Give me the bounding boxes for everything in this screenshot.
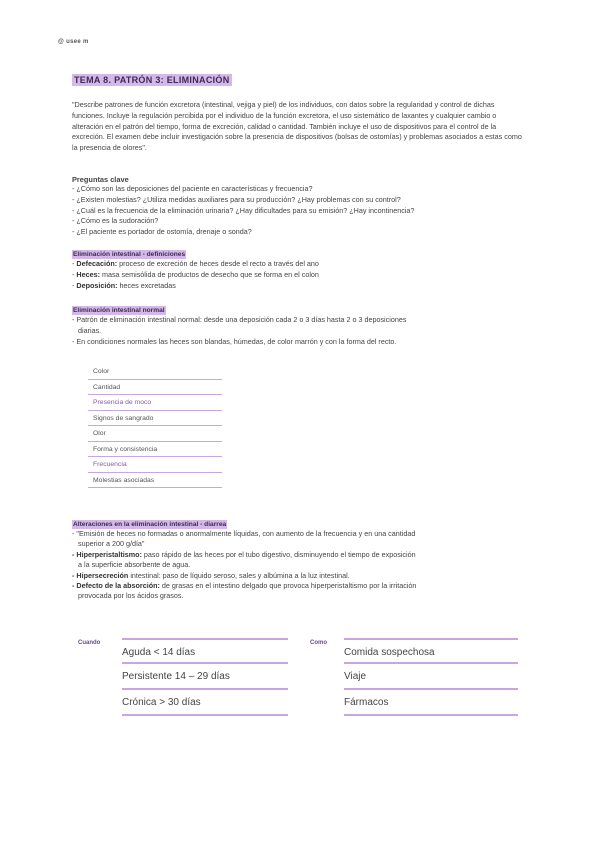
definition: superior a 200 g/día": [78, 539, 145, 549]
term: - Hiperperistaltismo:: [72, 549, 142, 559]
list-item: Forma y consistencia: [88, 442, 222, 458]
term: Defecación:: [76, 259, 118, 268]
term: Deposición:: [76, 280, 118, 290]
list-item: Cantidad: [88, 380, 222, 396]
list-item: diarias.: [78, 325, 102, 335]
term: - Defecto de la absorción:: [72, 581, 160, 591]
list-item: Crónica > 30 días: [122, 690, 288, 716]
list-item: - En condiciones normales las heces son blandas, húmedas, de color marrón y con la forma del recto.: [72, 336, 397, 346]
list-item: Comida sospechosa: [344, 638, 518, 664]
intro-paragraph: "Describe patrones de función excretora (intestinal, vejiga y piel) de los individuos, con datos sobre la regularidad y control de dichas funciones. Incluye la regulación percibida por el individuo de la función excretora, el uso sistemático de laxantes y cualquier cambio o alteración en el patrón del tiempo, forma de excreción, calidad o cantidad. También incluye el uso de dispositivos para el control de la excreción. El examen debe incluir investigación sobre la presencia de dispositivos (bolsas de ostomías) y problemas asociados a estas como la presencia de olores".: [72, 100, 522, 153]
list-item: Frecuencia: [88, 457, 222, 473]
list-item: Signos de sangrado: [88, 411, 222, 427]
definition: masa semisólida de productos de desecho que se forma en el colon: [99, 269, 319, 279]
term: Heces:: [76, 269, 100, 279]
list-item: Fármacos: [344, 690, 518, 716]
duration-list: [122, 638, 288, 716]
definition: intestinal: paso de líquido seroso, sales y albúmina a la luz intestinal.: [128, 570, 350, 580]
list-item: - ¿Cómo son las deposiciones del paciente en características y frecuencia?: [72, 184, 313, 193]
definition: provocada por los ácidos grasos.: [78, 591, 184, 601]
normal-list: [72, 315, 532, 347]
definitions-list: [72, 259, 532, 291]
list-item: - Deposición: heces excretadas: [72, 280, 176, 290]
definition: proceso de excreción de heces desde el recto a través del ano: [117, 259, 319, 268]
list-item: - Heces: masa semisólida de productos de desecho que se forma en el colon: [72, 269, 319, 279]
list-item: Molestias asociadas: [88, 473, 222, 489]
term: - Hipersecreción: [72, 570, 129, 580]
list-item: [72, 560, 532, 570]
list-item: - Patrón de eliminación intestinal normal: desde una deposición cada 2 o 3 días hasta 2 o 3 deposiciones: [72, 315, 407, 324]
section-title-diarrhea: Alteraciones en la eliminación intestinal - diarrea: [73, 521, 227, 528]
definition: de grasas en el intestino delgado que provoca hiperperistaltismo por la irritación: [159, 581, 417, 591]
list-item: Olor: [88, 426, 222, 442]
list-item: [72, 529, 532, 539]
duration-header: Cuando: [78, 640, 101, 646]
list-item: [72, 581, 532, 591]
watermark: @ usee m: [58, 39, 89, 45]
list-item: Persistente 14 – 29 días: [122, 664, 288, 690]
diarrhea-list: [72, 529, 532, 602]
list-item: Presencia de moco: [88, 395, 222, 411]
list-item: Viaje: [344, 664, 518, 690]
list-item: Aguda < 14 días: [122, 638, 288, 664]
page-title: TEMA 8. PATRÓN 3: ELIMINACIÓN: [74, 75, 230, 85]
list-item: [72, 539, 532, 549]
list-item: Color: [88, 364, 222, 380]
section-title-definitions: Eliminación intestinal - definiciones: [73, 251, 186, 258]
list-item: [72, 591, 532, 601]
definition: paso rápido de las heces por el tubo digestivo, disminuyendo el tiempo de exposición: [141, 549, 416, 559]
definition: - "Emisión de heces no formadas o anormalmente líquidas, con aumento de la frecuencia y en una cantidad: [72, 529, 416, 538]
definition: a la superficie absorbente de agua.: [78, 560, 191, 570]
list-item: - ¿Cuál es la frecuencia de la eliminación urinaria? ¿Hay dificultades para su emisión? ¿Hay incontinencia?: [72, 205, 415, 215]
list-item: - ¿Cómo es la sudoración?: [72, 216, 159, 226]
key-questions-list: [72, 184, 542, 238]
list-item: [72, 550, 532, 560]
key-questions-title: Preguntas clave: [72, 175, 129, 184]
definition: heces excretadas: [117, 280, 176, 290]
list-item: - ¿Existen molestias? ¿Utiliza medidas auxiliares para su producción? ¿Hay problemas con su control?: [72, 194, 401, 204]
section-title-normal: Eliminación intestinal normal: [73, 307, 165, 314]
list-item: [72, 571, 532, 581]
characteristics-list: [88, 364, 222, 488]
cause-header: Como: [310, 640, 327, 646]
cause-list: [344, 638, 518, 716]
list-item: - ¿El paciente es portador de ostomía, drenaje o sonda?: [72, 227, 252, 237]
list-item: - Defecación: proceso de excreción de heces desde el recto a través del ano: [72, 259, 319, 268]
